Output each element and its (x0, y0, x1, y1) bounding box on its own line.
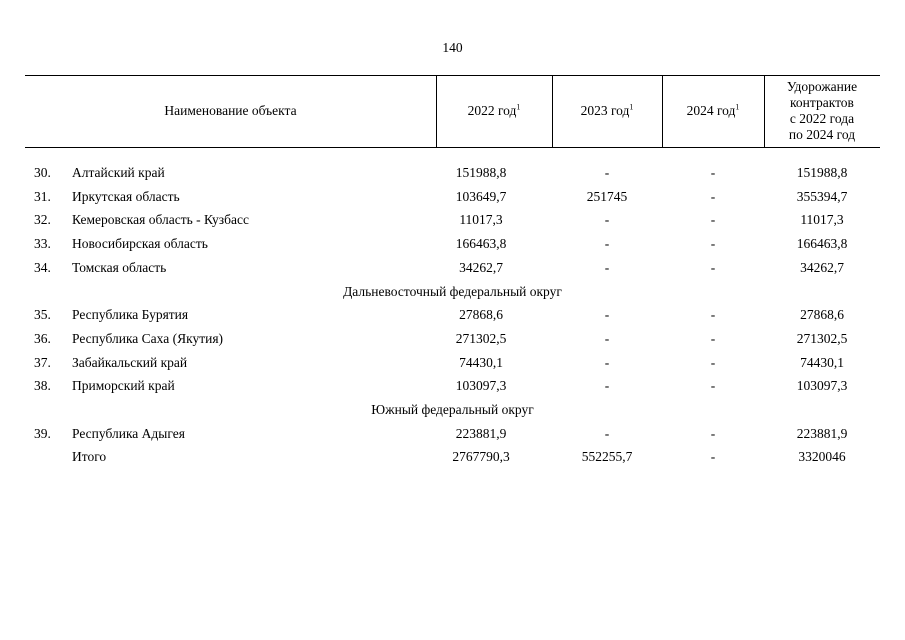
row-2023-value: - (604, 236, 610, 251)
row-2022-value: 223881,9 (455, 426, 507, 441)
row-increase-value: 223881,9 (796, 426, 848, 441)
header-2023-label: 2023 год$^1$ (580, 102, 634, 118)
row-increase-value: 3320046 (798, 449, 846, 464)
row-number: 33. (34, 236, 51, 251)
row-number: 36. (34, 331, 51, 346)
section-header: Южный федеральный округ (371, 402, 534, 417)
row-2022-value: 34262,7 (459, 260, 503, 275)
footnote-mark: 1 (629, 102, 634, 112)
row-2023-value: 552255,7 (581, 449, 633, 464)
header-2023 (552, 75, 662, 147)
row-2023-value: 251745 (586, 189, 628, 204)
table-row (0, 331, 905, 351)
row-name: Томская область (72, 260, 167, 275)
row-2023-value: - (604, 355, 610, 370)
row-number: 32. (34, 212, 51, 227)
row-number: 39. (34, 426, 51, 441)
row-2024-value: - (710, 331, 716, 346)
row-number: 37. (34, 355, 51, 370)
row-2024-value: - (710, 236, 716, 251)
row-increase-value: 11017,3 (800, 212, 844, 227)
row-2024-value: - (710, 165, 716, 180)
row-name: Иркутская область (72, 189, 180, 204)
row-2022-value: 103649,7 (455, 189, 507, 204)
header-2024-label: 2024 год$^1$ (686, 102, 740, 118)
header-2024 (662, 75, 764, 147)
header-2022 (436, 75, 552, 147)
row-2024-value: - (710, 449, 716, 464)
table-row (0, 378, 905, 398)
table-row (0, 212, 905, 232)
row-name: Приморский край (72, 378, 175, 393)
row-2022-value: 103097,3 (455, 378, 507, 393)
row-2024-value: - (710, 355, 716, 370)
table-row (0, 165, 905, 185)
row-number: 34. (34, 260, 51, 275)
row-name: Забайкальский край (72, 355, 188, 370)
table-row (0, 426, 905, 446)
row-2022-value: 2767790,3 (452, 449, 510, 464)
row-2022-value: 74430,1 (459, 355, 503, 370)
header-name (25, 75, 436, 147)
row-2022-value: 151988,8 (455, 165, 507, 180)
table-row (0, 307, 905, 327)
footnote-mark: 1 (735, 102, 740, 112)
row-2023-value: - (604, 212, 610, 227)
row-increase-value: 74430,1 (800, 355, 844, 370)
row-2023-value: - (604, 426, 610, 441)
row-2023-value: - (604, 331, 610, 346)
row-increase-value: 103097,3 (796, 378, 848, 393)
row-2023-value: - (604, 378, 610, 393)
row-increase-value: 34262,7 (800, 260, 844, 275)
header-increase-line: по 2024 год (788, 127, 856, 142)
row-increase-value: 355394,7 (796, 189, 848, 204)
page-number: 140 (442, 40, 463, 55)
header-increase-line: контрактов (790, 95, 854, 110)
row-name: Республика Бурятия (72, 307, 189, 322)
row-2022-value: 27868,6 (459, 307, 503, 322)
row-number: 30. (34, 165, 51, 180)
row-2022-value: 271302,5 (455, 331, 507, 346)
section-header: Дальневосточный федеральный округ (343, 284, 562, 299)
row-number: 35. (34, 307, 51, 322)
row-name: Республика Саха (Якутия) (72, 331, 224, 346)
header-bottom-rule (25, 147, 880, 148)
row-name: Итого (72, 449, 107, 464)
row-2024-value: - (710, 212, 716, 227)
row-2023-value: - (604, 260, 610, 275)
row-name: Новосибирская область (72, 236, 208, 251)
row-2023-value: - (604, 307, 610, 322)
row-number: 38. (34, 378, 51, 393)
table-row (0, 449, 905, 469)
row-2024-value: - (710, 378, 716, 393)
row-increase-value: 27868,6 (800, 307, 844, 322)
row-2024-value: - (710, 260, 716, 275)
table-row (0, 355, 905, 375)
row-number: 31. (34, 189, 51, 204)
row-name: Республика Адыгея (72, 426, 185, 441)
row-2024-value: - (710, 426, 716, 441)
row-2023-value: - (604, 165, 610, 180)
row-increase-value: 166463,8 (796, 236, 848, 251)
header-name-label: Наименование объекта (164, 103, 297, 118)
table-row (0, 236, 905, 256)
header-increase-line: Удорожание (786, 79, 858, 94)
row-increase-value: 271302,5 (796, 331, 848, 346)
row-2022-value: 11017,3 (459, 212, 503, 227)
row-name: Кемеровская область - Кузбасс (72, 212, 249, 227)
row-2024-value: - (710, 307, 716, 322)
row-2024-value: - (710, 189, 716, 204)
header-2022-label: 2022 год$^1$ (467, 102, 521, 118)
footnote-mark: 1 (516, 102, 521, 112)
table-row (0, 260, 905, 280)
row-name: Алтайский край (72, 165, 165, 180)
row-increase-value: 151988,8 (796, 165, 848, 180)
row-2022-value: 166463,8 (455, 236, 507, 251)
table-row (0, 189, 905, 209)
header-increase (764, 75, 880, 147)
header-increase-line: с 2022 года (789, 111, 855, 126)
